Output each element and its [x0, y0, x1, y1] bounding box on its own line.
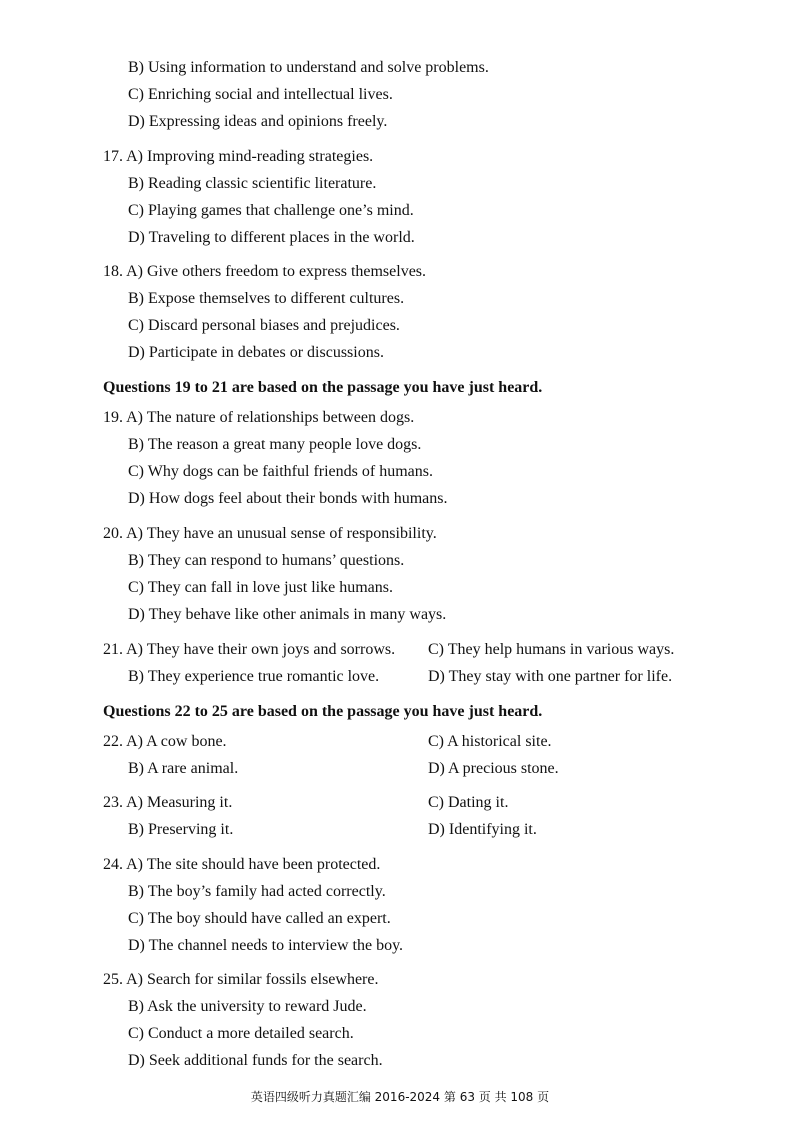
q20-option-d: D) They behave like other animals in many ways. [128, 606, 447, 623]
q19-option-d: D) How dogs feel about their bonds with humans. [128, 490, 448, 507]
q22-option-c: C) A historical site. [428, 733, 552, 750]
q17-option-d: D) Traveling to different places in the world. [128, 229, 415, 246]
q17-option-a: 17. A) Improving mind-reading strategies. [103, 148, 374, 165]
q23-option-a: 23. A) Measuring it. [103, 794, 233, 811]
section-heading-22-25: Questions 22 to 25 are based on the passage you have just heard. [103, 703, 543, 720]
q17-option-c: C) Playing games that challenge one’s mind. [128, 202, 414, 219]
q25-option-b: B) Ask the university to reward Jude. [128, 998, 367, 1015]
q24-option-c: C) The boy should have called an expert. [128, 910, 391, 927]
q22-option-b: B) A rare animal. [128, 760, 239, 777]
q23-option-d: D) Identifying it. [428, 821, 537, 838]
q21-option-c: C) They help humans in various ways. [428, 641, 675, 658]
q21-option-a: 21. A) They have their own joys and sorrows. [103, 641, 396, 658]
q23-option-c: C) Dating it. [428, 794, 509, 811]
q19-option-a: 19. A) The nature of relationships between dogs. [103, 409, 415, 426]
q23-option-b: B) Preserving it. [128, 821, 234, 838]
q18-option-b: B) Expose themselves to different cultures. [128, 290, 405, 307]
q25-option-a: 25. A) Search for similar fossils elsewhere. [103, 971, 379, 988]
q17-option-b: B) Reading classic scientific literature. [128, 175, 377, 192]
q18-option-a: 18. A) Give others freedom to express themselves. [103, 263, 427, 280]
q18-option-d: D) Participate in debates or discussions. [128, 344, 384, 361]
q16-option-b: B) Using information to understand and solve problems. [128, 59, 489, 76]
q19-option-b: B) The reason a great many people love dogs. [128, 436, 422, 453]
q24-option-b: B) The boy’s family had acted correctly. [128, 883, 386, 900]
page-footer: 英语四级听力真题汇编 2016-2024 第 63 页 共 108 页 [250, 1090, 550, 1104]
q21-option-d: D) They stay with one partner for life. [428, 668, 673, 685]
q19-option-c: C) Why dogs can be faithful friends of humans. [128, 463, 433, 480]
q22-option-d: D) A precious stone. [428, 760, 559, 777]
section-heading-19-21: Questions 19 to 21 are based on the passage you have just heard. [103, 379, 543, 396]
q21-option-b: B) They experience true romantic love. [128, 668, 380, 685]
q20-option-a: 20. A) They have an unusual sense of responsibility. [103, 525, 437, 542]
q22-option-a: 22. A) A cow bone. [103, 733, 227, 750]
q25-option-d: D) Seek additional funds for the search. [128, 1052, 383, 1069]
q16-option-c: C) Enriching social and intellectual lives. [128, 86, 393, 103]
q24-option-a: 24. A) The site should have been protected. [103, 856, 381, 873]
q20-option-c: C) They can fall in love just like humans. [128, 579, 393, 596]
q25-option-c: C) Conduct a more detailed search. [128, 1025, 354, 1042]
q16-option-d: D) Expressing ideas and opinions freely. [128, 113, 388, 130]
q18-option-c: C) Discard personal biases and prejudices. [128, 317, 400, 334]
q20-option-b: B) They can respond to humans’ questions. [128, 552, 405, 569]
q24-option-d: D) The channel needs to interview the boy. [128, 937, 404, 954]
